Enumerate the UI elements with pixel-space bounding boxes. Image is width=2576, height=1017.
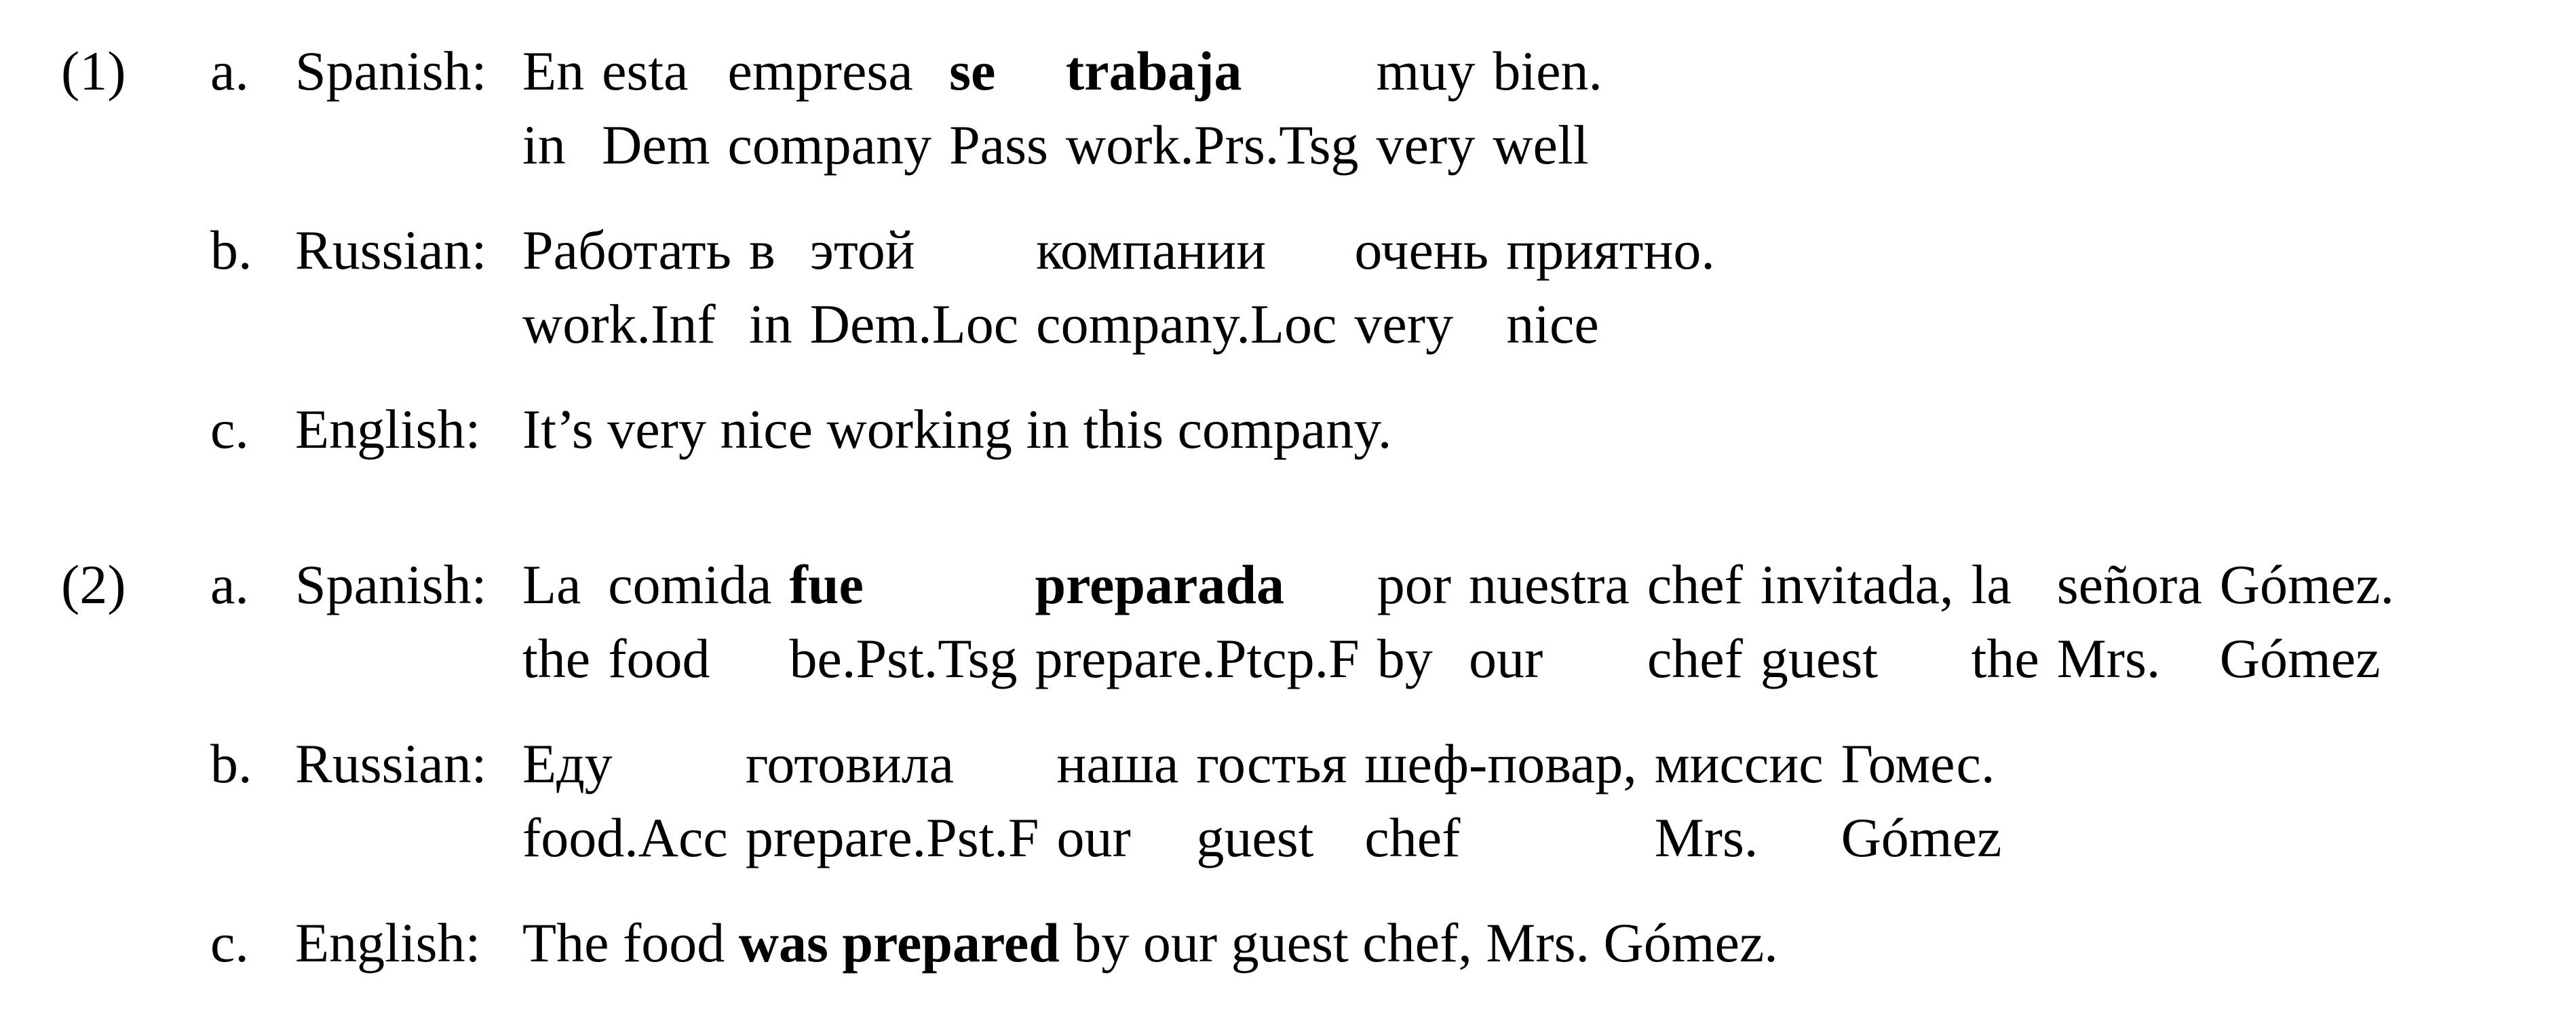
word-gloss-pair: [1506, 213, 1715, 361]
gloss-word: very: [1354, 293, 1454, 356]
gloss-word: our: [1469, 628, 1543, 690]
gloss-word: the: [1971, 628, 2039, 690]
gloss-word: Dem: [602, 114, 710, 176]
word-gloss-pair: [746, 727, 1039, 875]
sentence-segment: was prepared: [738, 912, 1060, 974]
word-gloss-pair: [1469, 548, 1630, 695]
source-word: trabaja: [1065, 40, 1242, 102]
source-word: Gómez.: [2219, 554, 2395, 616]
word-gloss-pair: [522, 727, 728, 875]
source-word: этой: [809, 219, 915, 282]
gloss-word: chef: [1364, 807, 1461, 869]
source-word: Еду: [522, 733, 613, 795]
word-gloss-pair: [522, 548, 590, 695]
item-letter: b.: [210, 733, 252, 795]
gloss-word: be.Pst.Tsg: [789, 628, 1018, 690]
word-gloss-pair: [1655, 727, 1824, 875]
language-label: English:: [295, 398, 481, 461]
word-gloss-pair: [749, 213, 792, 361]
gloss-word: guest: [1196, 807, 1314, 869]
source-word: в: [748, 219, 775, 282]
source-word: señora: [2056, 554, 2202, 616]
language-label: Spanish:: [295, 554, 487, 616]
word-gloss-pair: [1647, 548, 1743, 695]
gloss-word: well: [1493, 114, 1589, 176]
source-word: preparada: [1035, 554, 1285, 616]
word-gloss-pair: [602, 34, 710, 182]
gloss-word: guest: [1760, 628, 1879, 690]
source-word: Работать: [522, 219, 731, 282]
word-gloss-pair: [522, 34, 584, 182]
linguistic-examples-document: [61, 34, 2549, 980]
example-block: [61, 34, 2549, 466]
word-gloss-pair: [1841, 727, 2002, 875]
sentence-segment: It’s very nice working in this company.: [522, 398, 1392, 461]
source-word: se: [949, 40, 996, 102]
example-item: [210, 548, 2549, 695]
example-number: (1): [61, 40, 126, 102]
word-gloss-pair: [810, 213, 1018, 361]
gloss-word: chef: [1647, 628, 1743, 690]
interlinear-gloss: [522, 213, 2549, 361]
gloss-word: very: [1376, 114, 1476, 176]
item-letter: b.: [210, 219, 252, 282]
example-item: [210, 34, 2549, 182]
sentence-segment: by our guest chef, Mrs. Gómez.: [1059, 912, 1778, 974]
source-word: fue: [789, 554, 864, 616]
word-gloss-pair: [1972, 548, 2039, 695]
source-word: приятно.: [1506, 219, 1715, 282]
word-gloss-pair: [1364, 727, 1636, 875]
gloss-word: Mrs.: [1654, 807, 1758, 869]
example-item: [210, 213, 2549, 361]
word-gloss-pair: [949, 34, 1048, 182]
word-gloss-pair: [1377, 34, 1476, 182]
gloss-word: work.Inf: [522, 293, 716, 356]
source-word: Гомес.: [1841, 733, 1995, 795]
word-gloss-pair: [1035, 548, 1360, 695]
language-label: English:: [295, 912, 481, 974]
example-item: [210, 906, 2549, 980]
plain-sentence: [522, 392, 2549, 466]
source-word: миссис: [1654, 733, 1824, 795]
gloss-word: Pass: [949, 114, 1048, 176]
language-label: Russian:: [295, 219, 487, 282]
source-word: гостья: [1196, 733, 1347, 795]
word-gloss-pair: [1036, 213, 1337, 361]
gloss-word: food: [608, 628, 710, 690]
gloss-word: in: [522, 114, 566, 176]
word-gloss-pair: [1354, 213, 1488, 361]
source-word: En: [522, 40, 585, 102]
interlinear-gloss: [522, 548, 2549, 695]
word-gloss-pair: [1493, 34, 1602, 182]
source-word: компании: [1036, 219, 1267, 282]
gloss-word: work.Prs.Tsg: [1065, 114, 1359, 176]
source-word: очень: [1354, 219, 1489, 282]
word-gloss-pair: [1057, 727, 1179, 875]
item-letter: a.: [210, 40, 249, 102]
plain-sentence: [522, 906, 2549, 980]
word-gloss-pair: [1196, 727, 1347, 875]
word-gloss-pair: [2057, 548, 2202, 695]
item-letter: c.: [210, 912, 249, 974]
example-block: [61, 548, 2549, 980]
gloss-word: our: [1056, 807, 1131, 869]
example-item: [210, 392, 2549, 466]
item-letter: c.: [210, 398, 249, 461]
example-items: [210, 548, 2549, 980]
word-gloss-pair: [728, 34, 932, 182]
example-item: [210, 727, 2549, 875]
source-word: empresa: [727, 40, 913, 102]
source-word: La: [522, 554, 581, 616]
source-word: muy: [1376, 40, 1476, 102]
example-items: [210, 34, 2549, 466]
gloss-word: nice: [1506, 293, 1599, 356]
word-gloss-pair: [1377, 548, 1451, 695]
gloss-word: the: [522, 628, 591, 690]
source-word: шеф-повар,: [1364, 733, 1637, 795]
gloss-word: prepare.Ptcp.F: [1035, 628, 1360, 690]
gloss-word: Dem.Loc: [809, 293, 1019, 356]
gloss-word: Mrs.: [2056, 628, 2161, 690]
language-label: Russian:: [295, 733, 487, 795]
source-word: готовила: [745, 733, 955, 795]
example-number: (2): [61, 554, 126, 616]
source-word: nuestra: [1469, 554, 1630, 616]
word-gloss-pair: [1761, 548, 1954, 695]
source-word: comida: [608, 554, 772, 616]
sentence-segment: The food: [522, 912, 739, 974]
source-word: por: [1377, 554, 1452, 616]
source-word: la: [1971, 554, 2012, 616]
gloss-word: by: [1377, 628, 1433, 690]
word-gloss-pair: [608, 548, 771, 695]
interlinear-gloss: [522, 34, 2549, 182]
word-gloss-pair: [790, 548, 1018, 695]
language-label: Spanish:: [295, 40, 487, 102]
word-gloss-pair: [522, 213, 731, 361]
source-word: invitada,: [1760, 554, 1954, 616]
gloss-word: company: [727, 114, 932, 176]
gloss-word: Gómez: [1841, 807, 2002, 869]
gloss-word: food.Acc: [522, 807, 728, 869]
gloss-word: prepare.Pst.F: [745, 807, 1039, 869]
interlinear-gloss: [522, 727, 2549, 875]
source-word: esta: [602, 40, 689, 102]
gloss-word: Gómez: [2219, 628, 2381, 690]
gloss-word: in: [748, 293, 792, 356]
gloss-word: company.Loc: [1036, 293, 1337, 356]
word-gloss-pair: [1066, 34, 1359, 182]
word-gloss-pair: [2220, 548, 2394, 695]
source-word: наша: [1056, 733, 1179, 795]
source-word: chef: [1647, 554, 1743, 616]
source-word: bien.: [1493, 40, 1603, 102]
item-letter: a.: [210, 554, 249, 616]
